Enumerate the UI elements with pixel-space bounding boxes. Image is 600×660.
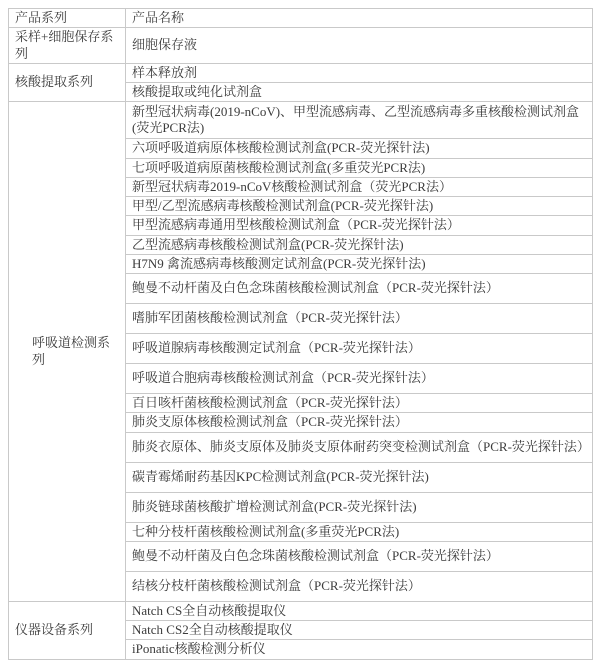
table-row — [9, 63, 593, 82]
product-cell: 百日咳杆菌核酸检测试剂盒（PCR-荧光探针法） — [126, 394, 593, 413]
product-cell: iPonatic核酸检测分析仪 — [126, 640, 593, 659]
product-cell: 肺炎链球菌核酸扩增检测试剂盒(PCR-荧光探针法) — [126, 492, 593, 522]
product-cell: 新型冠状病毒2019-nCoV核酸检测试剂盒（荧光PCR法） — [126, 177, 593, 196]
product-cell: 甲型流感病毒通用型核酸检测试剂盒（PCR-荧光探针法） — [126, 216, 593, 235]
product-cell: 六项呼吸道病原体核酸检测试剂盒(PCR-荧光探针法) — [126, 139, 593, 158]
table-row — [9, 601, 593, 620]
product-cell: Natch CS全自动核酸提取仪 — [126, 601, 593, 620]
product-cell: 嗜肺军团菌核酸检测试剂盒（PCR-荧光探针法） — [126, 304, 593, 334]
series-cell: 核酸提取系列 — [9, 63, 126, 102]
column-header-series: 产品系列 — [9, 9, 126, 28]
series-cell: 仪器设备系列 — [9, 601, 126, 659]
series-cell: 呼吸道检测系列 — [9, 102, 126, 602]
product-cell: 肺炎支原体核酸检测试剂盒（PCR-荧光探针法） — [126, 413, 593, 432]
product-cell: 鲍曼不动杆菌及白色念珠菌核酸检测试剂盒（PCR-荧光探针法） — [126, 541, 593, 571]
product-cell: 细胞保存液 — [126, 28, 593, 64]
product-cell: 鲍曼不动杆菌及白色念珠菌核酸检测试剂盒（PCR-荧光探针法） — [126, 274, 593, 304]
series-cell: 采样+细胞保存系列 — [9, 28, 126, 64]
product-cell: 新型冠状病毒(2019-nCoV)、甲型流感病毒、乙型流感病毒多重核酸检测试剂盒(荧光PCR法) — [126, 102, 593, 139]
product-cell: 七种分枝杆菌核酸检测试剂盒(多重荧光PCR法) — [126, 522, 593, 541]
product-cell: 碳青霉烯耐药基因KPC检测试剂盒(PCR-荧光探针法) — [126, 462, 593, 492]
product-cell: 乙型流感病毒核酸检测试剂盒(PCR-荧光探针法) — [126, 235, 593, 254]
product-cell: 呼吸道合胞病毒核酸检测试剂盒（PCR-荧光探针法） — [126, 364, 593, 394]
table-row — [9, 102, 593, 139]
table-header-row — [9, 9, 593, 28]
product-series-table — [8, 8, 593, 660]
product-cell: 肺炎衣原体、肺炎支原体及肺炎支原体耐药突变检测试剂盒（PCR-荧光探针法） — [126, 432, 593, 462]
product-cell: Natch CS2全自动核酸提取仪 — [126, 621, 593, 640]
column-header-product: 产品名称 — [126, 9, 593, 28]
product-cell: 结核分枝杆菌核酸检测试剂盒（PCR-荧光探针法） — [126, 571, 593, 601]
product-cell: 样本释放剂 — [126, 63, 593, 82]
table-row — [9, 28, 593, 64]
product-cell: 核酸提取或纯化试剂盒 — [126, 83, 593, 102]
product-cell: 呼吸道腺病毒核酸测定试剂盒（PCR-荧光探针法） — [126, 334, 593, 364]
product-cell: H7N9 禽流感病毒核酸测定试剂盒(PCR-荧光探针法) — [126, 254, 593, 273]
product-cell: 七项呼吸道病原菌核酸检测试剂盒(多重荧光PCR法) — [126, 158, 593, 177]
product-cell: 甲型/乙型流感病毒核酸检测试剂盒(PCR-荧光探针法) — [126, 197, 593, 216]
